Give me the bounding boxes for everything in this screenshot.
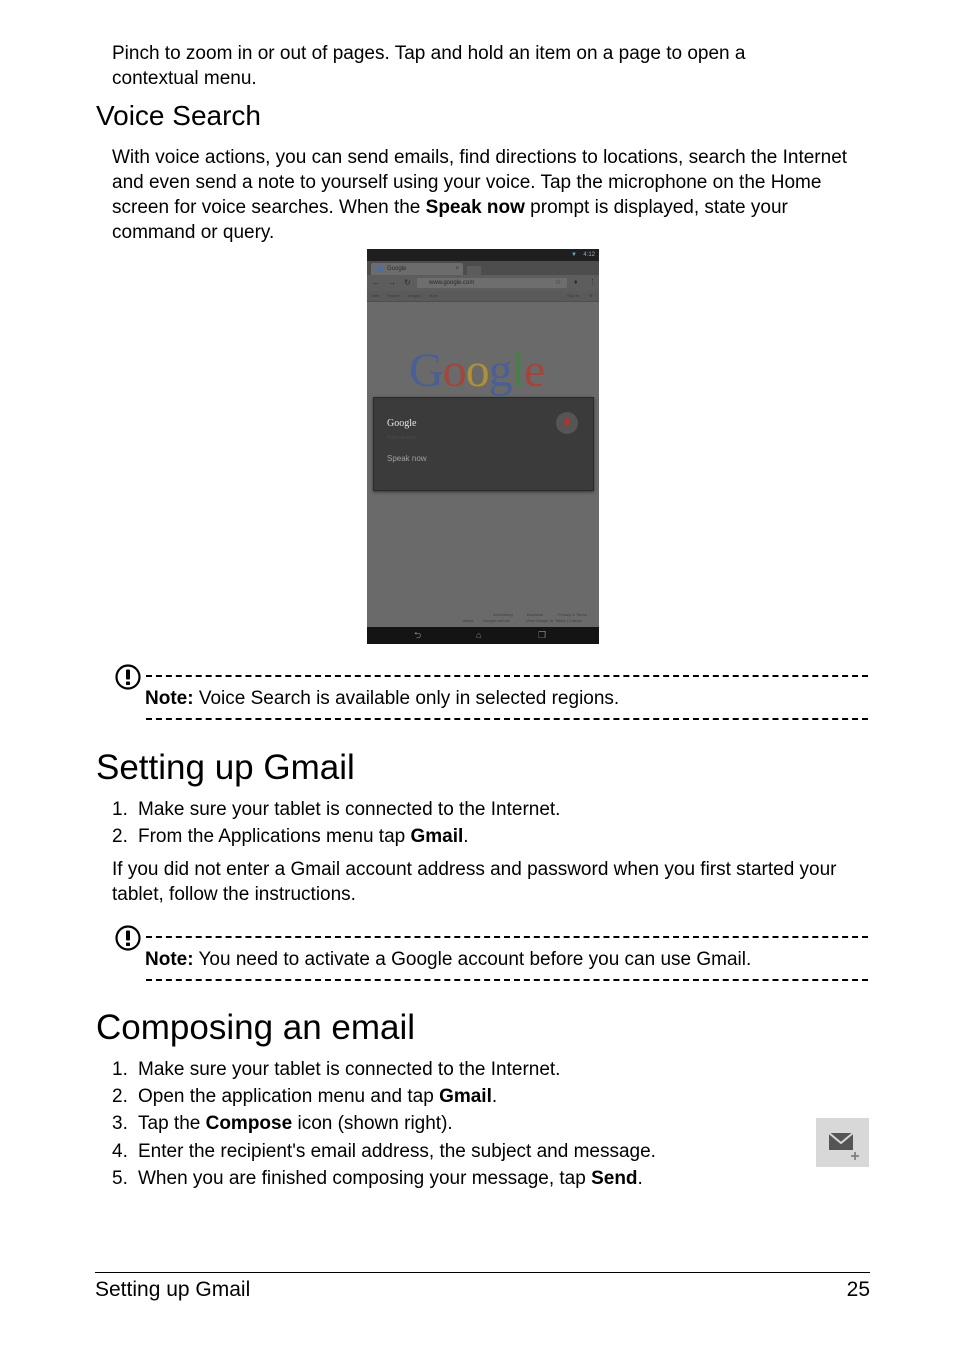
- gnav-search: Search: [387, 293, 400, 298]
- overflow-menu-icon: ⋮: [589, 279, 596, 286]
- list-item: 2. Open the application menu and tap Gmail.: [112, 1086, 498, 1107]
- wifi-icon: ▼: [571, 252, 577, 258]
- list-item: 2. From the Applications menu tap Gmail.: [112, 826, 469, 847]
- status-time: 4:12: [583, 252, 595, 258]
- settings-gear-icon: ⚙: [589, 293, 593, 298]
- favicon-icon: [377, 266, 383, 272]
- logo-letter: o: [442, 344, 466, 397]
- voice-search-heading: Voice Search: [96, 100, 261, 131]
- tab-close-icon: ×: [455, 266, 459, 272]
- logo-letter: g: [488, 344, 512, 397]
- dialog-speak-now: Speak now: [387, 454, 427, 463]
- note-top-rule: [146, 936, 868, 938]
- google-logo: [409, 343, 544, 398]
- home-icon: ⌂: [476, 630, 482, 640]
- browser-tab: [371, 263, 463, 275]
- android-nav-bar: [367, 627, 599, 644]
- forward-arrow-icon: →: [388, 278, 396, 287]
- list-item: 1. Make sure your tablet is connected to the Internet.: [112, 1059, 561, 1080]
- setting-up-gmail-heading: Setting up Gmail: [96, 748, 355, 787]
- note-exclamation-icon: [115, 664, 141, 690]
- note-google-account: Note: You need to activate a Google account before you can use Gmail.: [145, 949, 752, 970]
- footer-section-title: Setting up Gmail: [95, 1278, 251, 1301]
- logo-letter: l: [511, 344, 525, 397]
- intro-paragraph: Pinch to zoom in or out of pages. Tap and hold an item on a page to open a contextual menu.: [112, 43, 746, 89]
- gnav-sign-in: Sign in: [567, 293, 580, 298]
- browser-tab-bar: [367, 261, 599, 275]
- dialog-brand: Google: [387, 418, 417, 429]
- google-nav-bar: [367, 291, 599, 302]
- note-top-rule: [146, 675, 868, 677]
- url-text: www.google.com: [429, 280, 475, 286]
- note-exclamation-icon: [115, 925, 141, 951]
- logo-letter: G: [409, 344, 443, 397]
- note-bottom-rule: [146, 718, 868, 720]
- microphone-icon: [556, 412, 578, 434]
- dialog-subtitle: Voice search: [387, 435, 416, 441]
- logo-letter: e: [524, 344, 545, 397]
- list-item: 4. Enter the recipient's email address, the subject and message.: [112, 1141, 656, 1162]
- composing-email-heading: Composing an email: [96, 1008, 416, 1047]
- url-bar: [367, 275, 599, 291]
- status-bar: [367, 249, 599, 261]
- gmail-setup-paragraph: If you did not enter a Gmail account address and password when you first started your tablet, follow the instructions.: [112, 859, 837, 905]
- footer-rule: [95, 1272, 870, 1273]
- compose-mail-icon: [816, 1118, 869, 1167]
- mic-small-icon: ♦: [574, 279, 578, 286]
- back-arrow-icon: ←: [372, 278, 380, 287]
- list-item: 1. Make sure your tablet is connected to the Internet.: [112, 799, 561, 820]
- page-number: 25: [846, 1278, 870, 1301]
- voice-search-paragraph: With voice actions, you can send emails, find directions to locations, search the Internet and even send a note to yourself using your voice. Tap the microphone on the Home screen for voice searches. When the Speak now prompt is displayed, state your command or query.: [112, 147, 848, 243]
- list-item: 5. When you are finished composing your message, tap Send.: [112, 1168, 643, 1189]
- voice-search-dialog: [373, 397, 594, 491]
- note-voice-search: Note: Voice Search is available only in selected regions.: [145, 688, 620, 709]
- note-bottom-rule: [146, 979, 868, 981]
- address-field: [417, 278, 567, 288]
- list-item: 3. Tap the Compose icon (shown right).: [112, 1113, 453, 1134]
- gnav-more: More: [429, 293, 439, 298]
- logo-letter: o: [465, 344, 489, 397]
- new-tab-button: [467, 266, 481, 275]
- tab-title: Google: [387, 266, 407, 272]
- voice-search-screenshot: ▼ 4:12 Google × ← → ↻ www.google.com ☆ ♦ ⋮ Web Search Images More Sign in ⚙ Google Google Voice search Speak now Advertising Business Privacy & Terms About Google.com.tw View Google in: Tablet | Classic ⮌ ⌂ ❐: [367, 249, 599, 644]
- star-icon: ☆: [555, 279, 562, 286]
- gnav-images: Images: [408, 293, 422, 298]
- reload-icon: ↻: [404, 278, 411, 287]
- recent-apps-icon: ❐: [538, 630, 547, 640]
- gnav-web: Web: [371, 293, 380, 298]
- back-icon: ⮌: [414, 630, 422, 640]
